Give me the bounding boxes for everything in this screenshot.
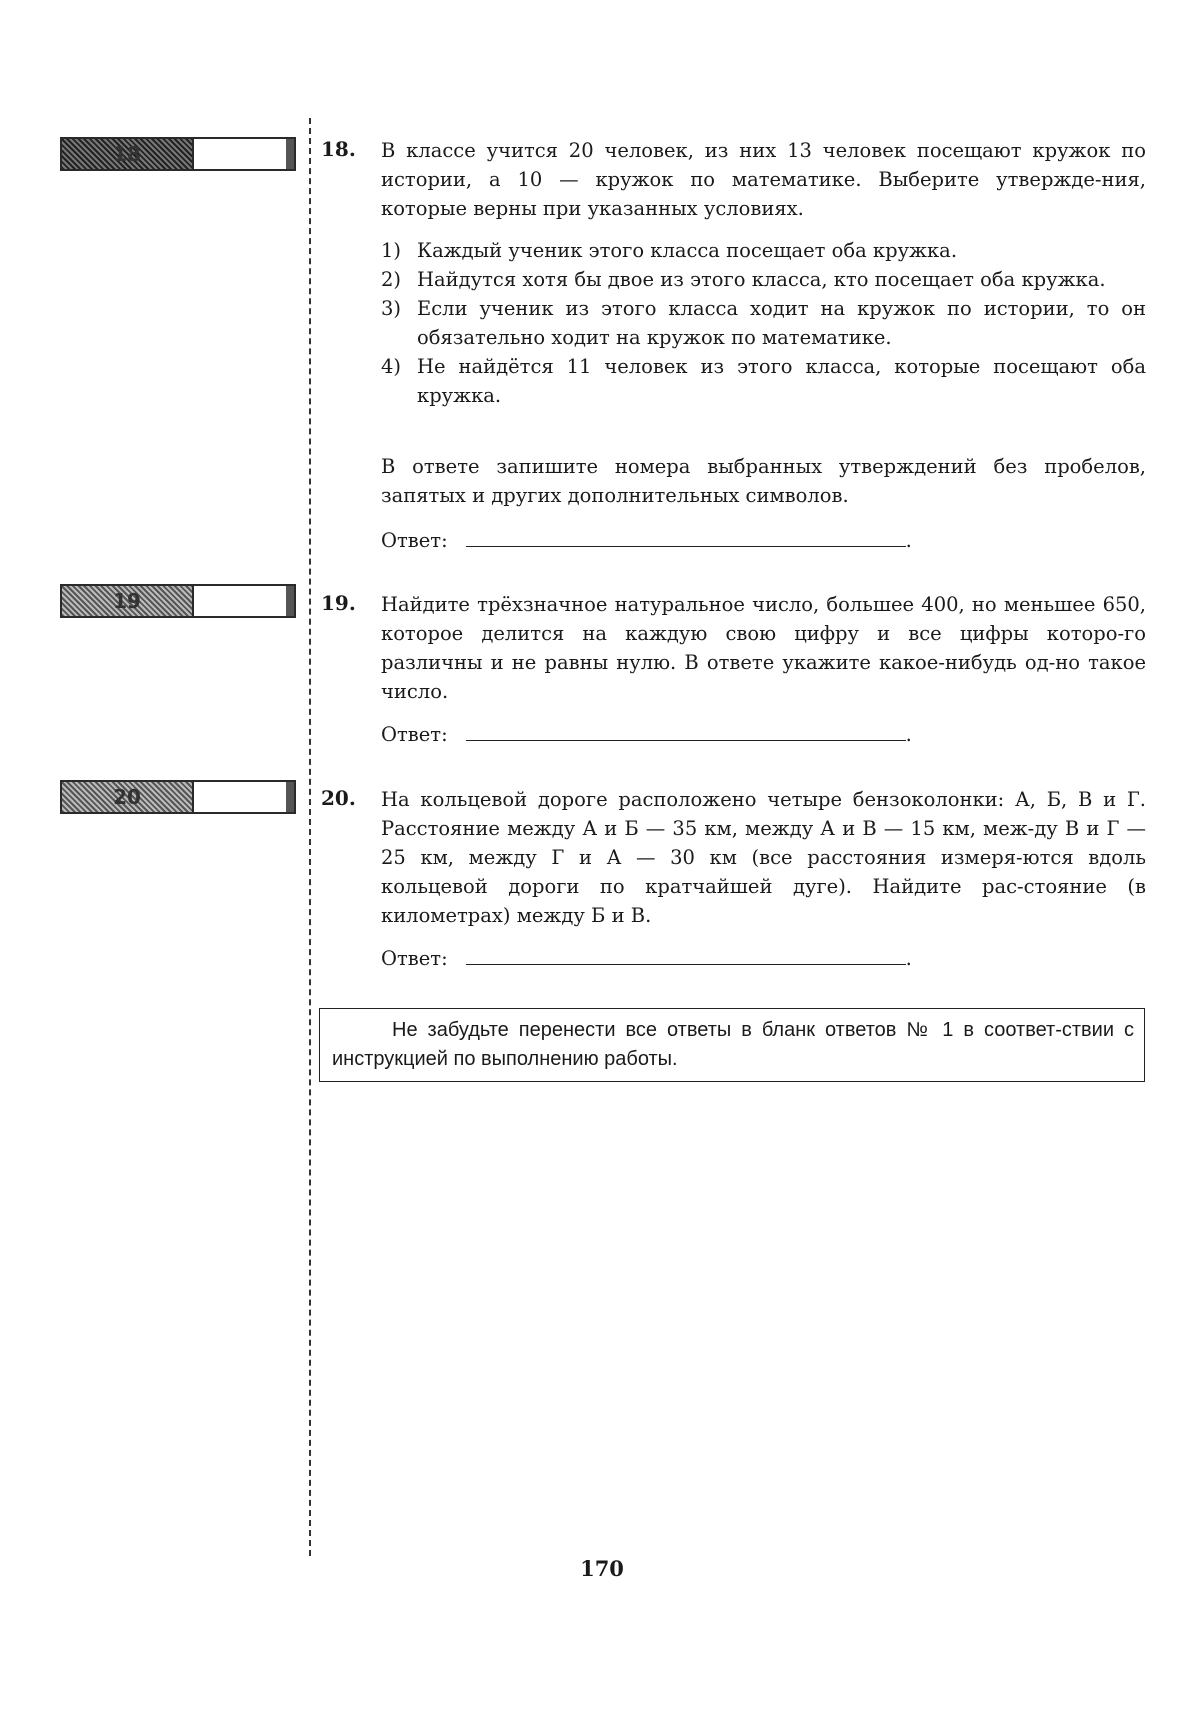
option-item — [381, 294, 1146, 352]
question-text: На кольцевой дороге расположено четыре бензоколонки: А, Б, В и Г. Расстояние между А и Б — 35 км, между А и В — 15 км, меж-ду В и Г — 25 км, между Г и А — 30 км (все расстояния измеря-ются вдоль кольцевой дороги по кратчайшей дуге). Найдите рас-стояние (в километрах) между Б и В. — [381, 788, 1146, 927]
answer-line[interactable] — [466, 718, 906, 741]
answer-box-19 — [60, 584, 296, 618]
option-item — [381, 265, 1146, 294]
answer-line[interactable] — [466, 942, 906, 965]
question-text: Найдите трёхзначное натуральное число, большее 400, но меньшее 650, которое делится на каждую свою цифру и все цифры которо-го различны и не равны нулю. В ответе укажите какое-нибудь од-но такое число. — [381, 593, 1146, 703]
option-item — [381, 352, 1146, 410]
reminder-note: Не забудьте перенести все ответы в бланк ответов № 1 в соответ-ствии с инструкцией по выполнению работы. — [319, 1008, 1145, 1082]
answer-box-field[interactable] — [192, 139, 294, 169]
option-text: Найдутся хотя бы двое из этого класса, кто посещает оба кружка. — [417, 268, 1106, 291]
answer-end: . — [905, 947, 912, 970]
option-text: Каждый ученик этого класса посещает оба кружка. — [417, 239, 958, 262]
answer-box-number: 18 — [62, 139, 192, 169]
question-text: В классе учится 20 человек, из них 13 человек посещают кружок по истории, а 10 — кружок по математике. Выберите утвержде-ния, которые верны при указанных условиях. — [381, 139, 1146, 220]
answer-line[interactable] — [466, 524, 906, 547]
answer-row — [381, 718, 912, 746]
page-number: 170 — [580, 1556, 624, 1581]
question-number: 20. — [321, 786, 356, 810]
answer-box-number: 20 — [62, 782, 192, 812]
answer-end: . — [905, 529, 912, 552]
answer-end: . — [905, 723, 912, 746]
answer-label: Ответ: — [381, 529, 448, 552]
option-number: 2) — [381, 268, 402, 291]
option-text: Не найдётся 11 человек из этого класса, которые посещают оба кружка. — [417, 355, 1146, 407]
answer-box-20 — [60, 780, 296, 814]
answer-label: Ответ: — [381, 947, 448, 970]
option-number: 1) — [381, 239, 402, 262]
answer-box-18 — [60, 137, 296, 171]
answer-row — [381, 942, 912, 970]
option-number: 4) — [381, 355, 402, 378]
options-list — [381, 236, 1146, 410]
answer-row — [381, 524, 912, 552]
cut-line — [309, 118, 311, 1556]
answer-box-field[interactable] — [192, 586, 294, 616]
answer-instruction: В ответе запишите номера выбранных утверждений без пробелов, запятых и других дополнительных символов. — [381, 455, 1146, 507]
option-item — [381, 236, 1146, 265]
question-number: 18. — [321, 137, 356, 161]
answer-box-field[interactable] — [192, 782, 294, 812]
question-number: 19. — [321, 591, 356, 615]
option-text: Если ученик из этого класса ходит на кружок по истории, то он обязательно ходит на кружок по математике. — [417, 297, 1146, 349]
option-number: 3) — [381, 297, 402, 320]
answer-label: Ответ: — [381, 723, 448, 746]
answer-box-number: 19 — [62, 586, 192, 616]
